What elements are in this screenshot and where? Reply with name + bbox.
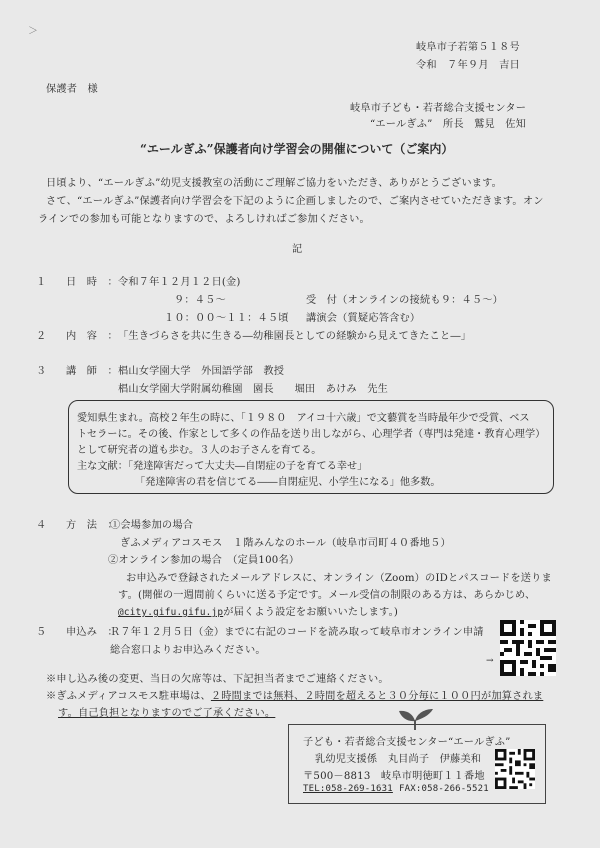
note-3: す。自己負担となりますのでご了承ください。 (58, 708, 276, 719)
bio-line-5: 「発達障害の君を信じてる――自閉症児、小学生になる」他多数。 (135, 477, 441, 488)
item-5-number: ５ (36, 627, 47, 638)
item-3-number: ３ (36, 366, 47, 377)
lecture-time: １０：００～１１：４５頃 (164, 313, 289, 324)
item-5-label: 申込み ： (66, 627, 118, 638)
lecturer-line-1: 椙山女学園大学 外国語学部 教授 (118, 366, 285, 377)
sender-name: “エールぎふ” 所長 鷲見 佐知 (370, 119, 527, 130)
contact-tel[interactable]: TEL:058-269-1631 (303, 784, 393, 794)
qr-code-icon (500, 620, 556, 676)
item-4-label: 方 法 ： (66, 520, 118, 531)
parking-fee-text: ２時間までは無料、２時間を超えると３０分毎に１００円が加算されま (210, 691, 544, 702)
lecture-desc: 講演会（質疑応答含む） (306, 313, 421, 324)
item-2-label: 内 容 ： (66, 331, 118, 342)
item-3-label: 講 師 ： (66, 366, 118, 377)
reception-time: ９：４５～ (174, 295, 226, 306)
contact-fax: FAX:058-266-5521 (399, 784, 489, 794)
item-1-label: 日 時 ： (66, 277, 118, 288)
venue-heading: ①会場参加の場合 (110, 520, 194, 531)
lecture-topic: 「生きづらさを共に生きる―幼稚園長としての経験から見えてきたこと―」 (118, 331, 472, 342)
note-2 (46, 687, 543, 702)
doc-number: 岐阜市子若第５１８号 (416, 42, 520, 53)
lecturer-bio-box (68, 400, 554, 494)
bio-line-4: 主な文献：「発達障害だって大丈夫―自閉症の子を育てる幸せ」 (77, 461, 368, 472)
online-line-3 (118, 603, 398, 618)
recipient: 保護者 様 (46, 84, 98, 95)
contact-org: 子ども・若者総合支援センター“エールぎふ” (303, 737, 511, 748)
online-line-2: す。(開催の一週間前くらいに送る予定です。メール受信の制限のある方は、あらかじめ、 (118, 590, 536, 601)
sender-org: 岐阜市子ども・若者総合支援センター (350, 103, 527, 114)
contact-staff: 乳幼児支援係 丸目尚子 伊藤美和 (315, 754, 482, 765)
event-date: 令和７年１２月１２日(金) (118, 277, 241, 288)
venue-detail: ぎふメディアコスモス １階みんなのホール（岐阜市司町４０番地５） (120, 538, 451, 549)
item-1-number: １ (36, 277, 47, 288)
online-heading: ②オンライン参加の場合 （定員100名） (108, 555, 300, 566)
bio-line-3: として研究者の道も歩む。３人のお子さんを育てる。 (77, 445, 322, 456)
email-domain-link[interactable]: @city.gifu.gifu.jp (118, 607, 224, 618)
reception-desc: 受 付（オンラインの接続も９：４５～） (306, 295, 504, 306)
doc-date: 令和 ７年９月 吉日 (416, 60, 520, 71)
intro-line-1: 日頃より、“エールぎふ”幼児支援教室の活動にご理解ご協力をいただき、ありがとうございます。 (46, 178, 503, 189)
item-4-number: ４ (36, 520, 47, 531)
bio-line-2: トセラーに。その後、作家として多くの作品を送り出しながら、心理学者（専門は発達・教育心理学） (77, 429, 546, 440)
apply-qr-code[interactable] (500, 620, 556, 676)
apply-line-2: 総合窓口よりお申込みください。 (110, 645, 266, 656)
intro-line-2: さて、“エールぎふ”保護者向け学習会を下記のように企画しましたので、ご案内させていただきます。オン (46, 196, 544, 207)
note-2-prefix: ※ぎふメディアコスモス駐車場は、 (46, 691, 211, 702)
contact-address: 〒500－8813 岐阜市明徳町１１番地 (303, 771, 485, 782)
note-1: ※申し込み後の変更、当日の欠席等は、下記担当者までご連絡ください。 (46, 674, 389, 685)
bio-line-1: 愛知県生まれ。高校２年生の時に、「１９８０ アイコ十六歳」で文藝賞を当時最年少で受賞、ベス (77, 413, 530, 424)
lecturer-line-2: 椙山女学園大学附属幼稚園 園長 堀田 あけみ 先生 (118, 384, 389, 395)
scan-mark: ＞ (28, 26, 38, 37)
ki-heading: 記 (292, 244, 303, 255)
contact-qr-code[interactable] (495, 749, 535, 789)
apply-line-1: Ｒ７年１２月５日（金）までに右記のコードを読み取って岐阜市オンライン申請 (110, 627, 484, 638)
page-title: “エールぎふ”保護者向け学習会の開催について（ご案内） (140, 142, 454, 156)
qr-code-icon (495, 749, 535, 789)
intro-line-3: ラインでの参加も可能となりますので、よろしければご参加ください。 (38, 214, 370, 225)
contact-box (288, 724, 546, 804)
arrow-icon: → (486, 656, 494, 666)
online-line-3-suffix: が届くよう設定をお願いいたします。) (223, 607, 399, 618)
item-2-number: ２ (36, 331, 47, 342)
online-line-1: お申込みで登録されたメールアドレスに、オンライン（Zoom）のIDとパスコードを送りま (126, 573, 552, 584)
